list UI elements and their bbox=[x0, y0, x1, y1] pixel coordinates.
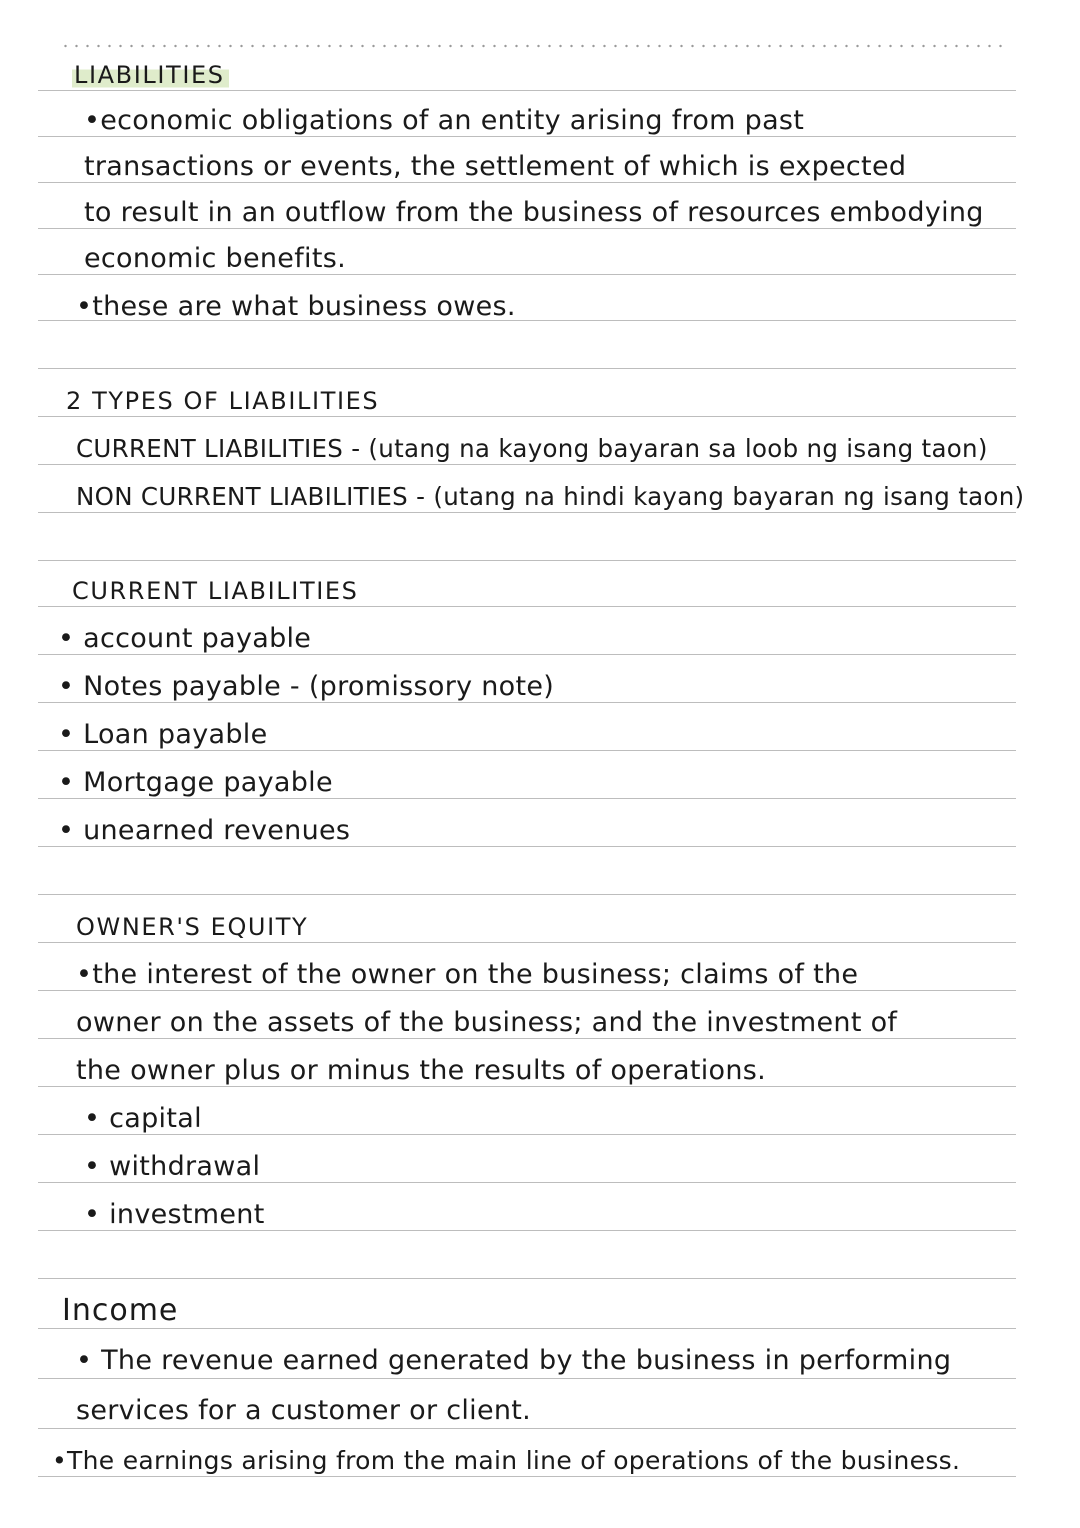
list-item: • unearned revenues bbox=[58, 815, 351, 846]
ruled-line bbox=[38, 1328, 1016, 1329]
list-item: • capital bbox=[84, 1103, 202, 1134]
liabilities-definition-line: to result in an outflow from the business of resources embodying bbox=[84, 197, 984, 228]
list-item: • account payable bbox=[58, 623, 312, 654]
ruled-line bbox=[38, 894, 1016, 895]
equity-definition-line: owner on the assets of the business; and the investment of bbox=[76, 1007, 898, 1038]
list-item: • investment bbox=[84, 1199, 265, 1230]
current-liabilities-type: CURRENT LIABILITIES - (utang na kayong bayaran sa loob ng isang taon) bbox=[76, 434, 988, 463]
ruled-line bbox=[38, 560, 1016, 561]
income-definition-line: •The earnings arising from the main line of operations of the business. bbox=[52, 1446, 961, 1475]
income-heading: Income bbox=[62, 1293, 179, 1328]
list-item: • Notes payable - (promissory note) bbox=[58, 671, 555, 702]
dotted-top-border bbox=[60, 44, 1010, 48]
income-definition-line: services for a customer or client. bbox=[76, 1395, 532, 1426]
liabilities-heading bbox=[72, 58, 229, 92]
liabilities-note-line: •these are what business owes. bbox=[76, 291, 516, 322]
liabilities-definition-line: •economic obligations of an entity arising from past bbox=[84, 105, 805, 136]
equity-definition-line: •the interest of the owner on the business; claims of the bbox=[76, 959, 859, 990]
types-heading: 2 TYPES OF LIABILITIES bbox=[66, 387, 380, 415]
current-liabilities-heading: CURRENT LIABILITIES bbox=[72, 577, 359, 605]
ruled-line bbox=[38, 1378, 1016, 1379]
liabilities-definition-line: economic benefits. bbox=[84, 243, 346, 274]
non-current-liabilities-type: NON CURRENT LIABILITIES - (utang na hindi kayang bayaran ng isang taon) bbox=[76, 482, 1025, 511]
list-item: • withdrawal bbox=[84, 1151, 261, 1182]
ruled-line bbox=[38, 1428, 1016, 1429]
liabilities-heading-text: LIABILITIES bbox=[72, 61, 229, 89]
list-item: • Loan payable bbox=[58, 719, 268, 750]
equity-definition-line: the owner plus or minus the results of operations. bbox=[76, 1055, 766, 1086]
ruled-line bbox=[38, 368, 1016, 369]
owners-equity-heading: OWNER'S EQUITY bbox=[76, 913, 309, 941]
income-definition-line: • The revenue earned generated by the business in performing bbox=[76, 1345, 952, 1376]
liabilities-definition-line: transactions or events, the settlement of which is expected bbox=[84, 151, 907, 182]
list-item: • Mortgage payable bbox=[58, 767, 333, 798]
ruled-line bbox=[38, 1278, 1016, 1279]
